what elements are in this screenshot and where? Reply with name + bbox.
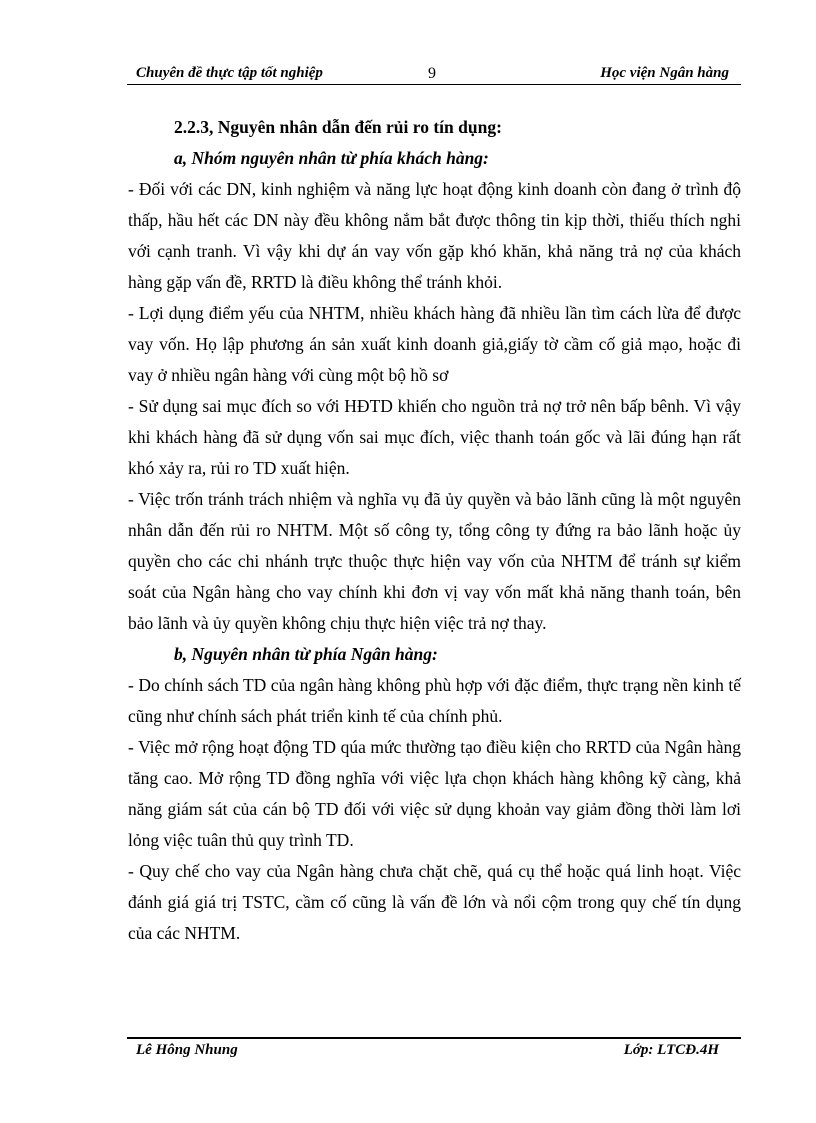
paragraph: - Quy chế cho vay của Ngân hàng chưa chặt chẽ, quá cụ thể hoặc quá linh hoạt. Việc đánh giá giá trị TSTC, cầm cố cũng là vấn đề lớn và nổi cộm trong quy chế tín dụng của các NHTM. bbox=[128, 861, 741, 943]
section-title: 2.2.3, Nguyên nhân dẫn đến rủi ro tín dụng: bbox=[174, 117, 502, 137]
paragraph: - Sử dụng sai mục đích so với HĐTD khiến cho nguồn trả nợ trở nên bấp bênh. Vì vậy khi khách hàng đã sử dụng vốn sai mục đích, việc thanh toán gốc và lãi đúng hạn rất khó xảy ra, rủi ro TD xuất hiện. bbox=[128, 396, 741, 478]
subheading-bank-causes: b, Nguyên nhân từ phía Ngân hàng: bbox=[174, 644, 438, 664]
paragraph: - Lợi dụng điểm yếu của NHTM, nhiều khách hàng đã nhiều lần tìm cách lừa để được vay vốn. Họ lập phương án sản xuất kinh doanh giả,giấy tờ cầm cố giả mạo, hoặc đi vay ở nhiều ngân hàng với cùng một bộ hồ sơ bbox=[128, 303, 741, 385]
paragraph: - Do chính sách TD của ngân hàng không phù hợp với đặc điểm, thực trạng nền kinh tế cũng như chính sách phát triển kinh tế của chính phủ. bbox=[128, 675, 741, 726]
footer-class: Lớp: LTCĐ.4H bbox=[623, 1042, 719, 1058]
header-divider bbox=[127, 84, 741, 85]
footer-divider bbox=[127, 1037, 741, 1039]
header-institution: Học viện Ngân hàng bbox=[600, 65, 729, 81]
page-header bbox=[127, 62, 741, 84]
subheading-customer-causes: a, Nhóm nguyên nhân từ phía khách hàng: bbox=[174, 148, 489, 168]
document-body bbox=[128, 112, 741, 949]
footer-author: Lê Hông Nhung bbox=[136, 1042, 238, 1058]
paragraph: - Đối với các DN, kinh nghiệm và năng lực hoạt động kinh doanh còn đang ở trình độ thấp, hầu hết các DN này đều không nắm bắt được thông tin kịp thời, thiếu thích nghi với cạnh tranh. Vì vậy khi dự án vay vốn gặp khó khăn, khả năng trả nợ của khách hàng gặp vấn đề, RRTD là điều không thể tránh khỏi. bbox=[128, 179, 741, 292]
header-document-title: Chuyên đề thực tập tốt nghiệp bbox=[136, 65, 323, 81]
page-number: 9 bbox=[428, 65, 436, 82]
paragraph: - Việc mở rộng hoạt động TD qúa mức thường tạo điều kiện cho RRTD của Ngân hàng tăng cao. Mở rộng TD đồng nghĩa với việc lựa chọn khách hàng không kỹ càng, khả năng giám sát của cán bộ TD đối với việc sử dụng khoản vay giảm đồng thời làm lơi lỏng việc tuân thủ quy trình TD. bbox=[128, 737, 741, 850]
paragraph: - Việc trốn tránh trách nhiệm và nghĩa vụ đã ủy quyền và bảo lãnh cũng là một nguyên nhân dẫn đến rủi ro NHTM. Một số công ty, tổng công ty đứng ra bảo lãnh hoặc ủy quyền cho các chi nhánh trực thuộc thực hiện vay vốn của NHTM để tránh sự kiểm soát của Ngân hàng cho vay chính khi đơn vị vay vốn mất khả năng thanh toán, bên bảo lãnh và ủy quyền không chịu thực hiện việc trả nợ thay. bbox=[128, 489, 741, 633]
